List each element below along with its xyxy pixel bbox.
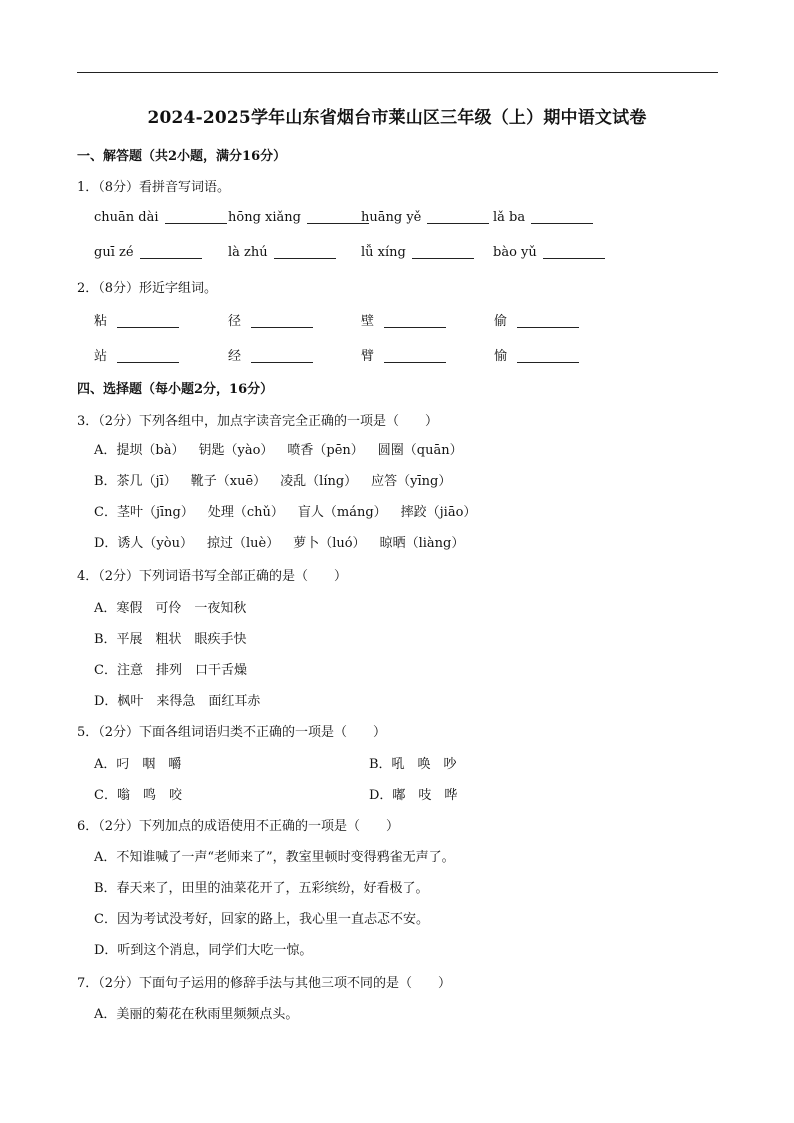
answer-blank[interactable] [517, 313, 579, 328]
char-item [494, 345, 579, 364]
option-b[interactable]: B．平展 粗状 眼疾手快 [94, 632, 247, 647]
char-text: 经 [228, 349, 242, 364]
pinyin-text: lǚ xíng [361, 245, 406, 260]
char-text: 臂 [361, 349, 375, 364]
option-a[interactable]: A．不知谁喊了一声“老师来了”，教室里顿时变得鸦雀无声了。 [94, 850, 455, 865]
answer-blank[interactable] [543, 244, 605, 259]
pinyin-item [228, 244, 336, 260]
question-2-stem: 2．（8分）形近字组词。 [77, 281, 218, 296]
char-text: 壁 [361, 314, 375, 329]
option-d[interactable]: D．嘟 吱 哗 [369, 788, 458, 803]
answer-blank[interactable] [165, 209, 227, 224]
section-heading-1: 一、解答题（共2小题，满分16分） [77, 149, 287, 164]
option-a[interactable]: A．叼 咽 嚼 [94, 757, 182, 772]
pinyin-text: guī zé [94, 245, 134, 260]
char-item [228, 345, 313, 364]
pinyin-text: hōng xiǎng [228, 210, 301, 225]
pinyin-item [94, 244, 202, 260]
option-a[interactable]: A．寒假 可伶 一夜知秋 [94, 601, 247, 616]
char-item [361, 310, 446, 329]
char-text: 粘 [94, 314, 108, 329]
answer-blank[interactable] [274, 244, 336, 259]
question-1-stem: 1．（8分）看拼音写词语。 [77, 180, 231, 195]
header-rule [77, 72, 718, 73]
answer-blank[interactable] [384, 348, 446, 363]
answer-blank[interactable] [531, 209, 593, 224]
option-a[interactable]: A．提坝（bà） 钥匙（yào） 喷香（pēn） 圆圈（quān） [94, 443, 463, 458]
answer-blank[interactable] [251, 313, 313, 328]
option-b[interactable]: B．吼 唤 吵 [369, 757, 457, 772]
pinyin-item [361, 244, 474, 260]
option-a[interactable]: A．美丽的菊花在秋雨里频频点头。 [94, 1007, 299, 1022]
option-d[interactable]: D．听到这个消息，同学们大吃一惊。 [94, 943, 313, 958]
answer-blank[interactable] [307, 209, 369, 224]
pinyin-item [493, 244, 605, 260]
char-item [228, 310, 313, 329]
pinyin-text: lǎ ba [493, 210, 526, 225]
option-c[interactable]: C．茎叶（jīng） 处理（chǔ） 盲人（máng） 摔跤（jiāo） [94, 505, 477, 520]
char-text: 愉 [494, 349, 508, 364]
question-6-stem: 6．（2分）下列加点的成语使用不正确的一项是（ ） [77, 819, 400, 834]
pinyin-text: bào yǔ [493, 245, 537, 260]
answer-blank[interactable] [251, 348, 313, 363]
answer-blank[interactable] [412, 244, 474, 259]
question-4-stem: 4．（2分）下列词语书写全部正确的是（ ） [77, 569, 348, 584]
answer-blank[interactable] [117, 313, 179, 328]
pinyin-item [493, 209, 593, 225]
char-item [494, 310, 579, 329]
option-b[interactable]: B．茶几（jī） 靴子（xuē） 凌乱（líng） 应答（yīng） [94, 474, 452, 489]
answer-blank[interactable] [427, 209, 489, 224]
option-c[interactable]: C．嗡 鸣 咬 [94, 788, 182, 803]
page-title: 2024-2025学年山东省烟台市莱山区三年级（上）期中语文试卷 [147, 108, 647, 128]
question-7-stem: 7．（2分）下面句子运用的修辞手法与其他三项不同的是（ ） [77, 976, 452, 991]
question-3-stem: 3．（2分）下列各组中，加点字读音完全正确的一项是（ ） [77, 414, 439, 429]
pinyin-text: chuān dài [94, 210, 159, 225]
pinyin-text: là zhú [228, 245, 268, 260]
option-d[interactable]: D．诱人（yòu） 掠过（luè） 萝卜（luó） 晾晒（liàng） [94, 536, 465, 551]
char-text: 径 [228, 314, 242, 329]
pinyin-text: huāng yě [361, 210, 422, 225]
answer-blank[interactable] [117, 348, 179, 363]
option-c[interactable]: C．注意 排列 口干舌燥 [94, 663, 247, 678]
answer-blank[interactable] [517, 348, 579, 363]
char-item [94, 310, 179, 329]
pinyin-item [94, 209, 227, 225]
pinyin-item [361, 209, 489, 225]
question-5-stem: 5．（2分）下面各组词语归类不正确的一项是（ ） [77, 725, 387, 740]
section-heading-4: 四、选择题（每小题2分，16分） [77, 382, 274, 397]
option-b[interactable]: B．春天来了，田里的油菜花开了，五彩缤纷，好看极了。 [94, 881, 429, 896]
char-text: 偷 [494, 314, 508, 329]
char-text: 站 [94, 349, 108, 364]
pinyin-item [228, 209, 369, 225]
char-item [361, 345, 446, 364]
option-c[interactable]: C．因为考试没考好，回家的路上，我心里一直忐忑不安。 [94, 912, 429, 927]
char-item [94, 345, 179, 364]
answer-blank[interactable] [140, 244, 202, 259]
option-d[interactable]: D．枫叶 来得急 面红耳赤 [94, 694, 261, 709]
answer-blank[interactable] [384, 313, 446, 328]
